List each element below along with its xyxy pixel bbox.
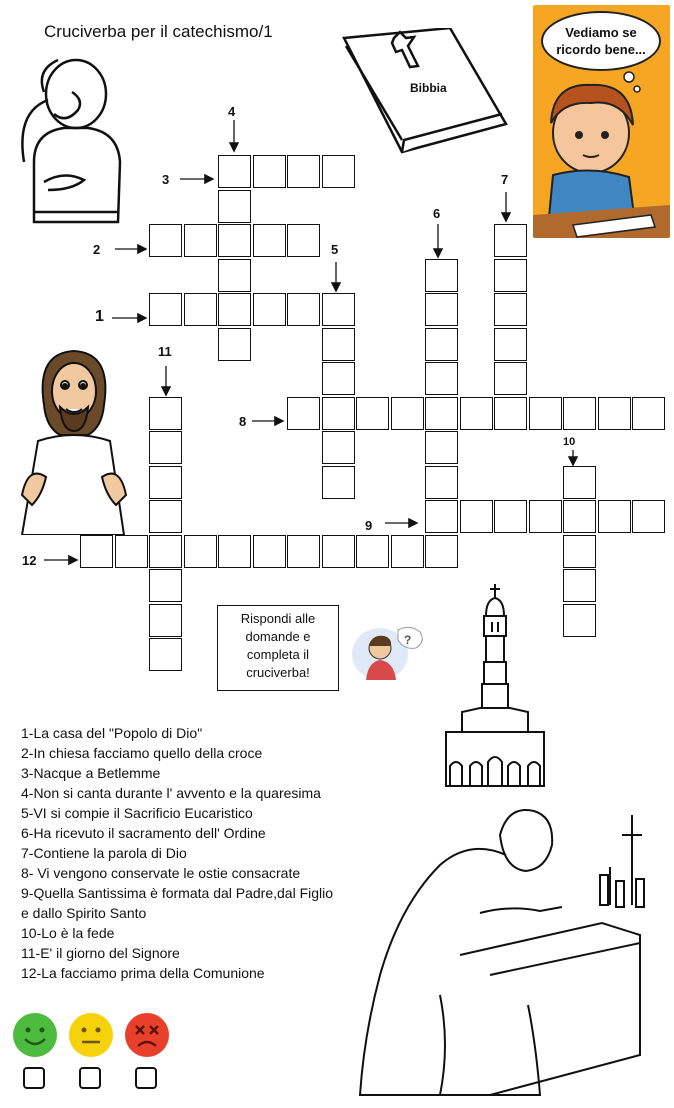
clue-number-3: 3 xyxy=(162,172,170,187)
clue-12: 12-La facciamo prima della Comunione xyxy=(21,965,265,981)
clue-number-4: 4 xyxy=(228,104,236,119)
priest-at-altar-illustration xyxy=(340,795,660,1100)
clue-number-11: 11 xyxy=(158,344,172,359)
clue-10: 10-Lo è la fede xyxy=(21,925,115,941)
clue-number-2: 2 xyxy=(93,242,101,257)
clue-number-9: 9 xyxy=(365,518,373,533)
neutral-face-icon xyxy=(68,1012,114,1058)
church-illustration xyxy=(440,582,550,788)
instruction-box: Rispondi alle domande e completa il cruciverba! xyxy=(217,605,339,691)
clue-8: 8- Vi vengono conservate le ostie consacrate xyxy=(21,865,301,881)
clue-list xyxy=(21,723,341,983)
clue-4: 4-Non si canta durante l' avvento e la quaresima xyxy=(21,785,321,801)
clue-5: 5-VI si compie il Sacrificio Eucaristico xyxy=(21,805,253,821)
happy-checkbox[interactable] xyxy=(23,1067,45,1089)
clue-7: 7-Contiene la parola di Dio xyxy=(21,845,187,861)
neutral-checkbox[interactable] xyxy=(79,1067,101,1089)
question-boy-icon xyxy=(350,622,426,682)
clue-number-10: 10 xyxy=(563,436,576,448)
thought-bubble: Vediamo se ricordo bene... xyxy=(541,11,661,71)
clue-number-12: 12 xyxy=(22,553,37,568)
svg-text:?: ? xyxy=(404,633,412,647)
jesus-illustration xyxy=(14,345,132,535)
page-title: Cruciverba per il catechismo/1 xyxy=(44,22,273,41)
clue-number-8: 8 xyxy=(239,414,247,429)
clue-number-5: 5 xyxy=(331,242,339,257)
bible-label: Bibbia xyxy=(410,81,447,95)
clue-9: 9-Quella Santissima è formata dal Padre,dal Figlio e dallo Spirito Santo xyxy=(21,885,334,921)
clue-3: 3-Nacque a Betlemme xyxy=(21,765,161,781)
clue-11: 11-E' il giorno del Signore xyxy=(21,945,180,961)
clue-number-1: 1 xyxy=(95,308,104,325)
clue-6: 6-Ha ricevuto il sacramento dell' Ordine xyxy=(21,825,266,841)
sad-checkbox[interactable] xyxy=(135,1067,157,1089)
happy-face-icon xyxy=(12,1012,58,1058)
clue-2: 2-In chiesa facciamo quello della croce xyxy=(21,745,263,761)
clue-number-7: 7 xyxy=(501,172,509,187)
sad-face-icon xyxy=(124,1012,170,1058)
clue-1: 1-La casa del "Popolo di Dio" xyxy=(21,725,203,741)
clue-number-6: 6 xyxy=(433,206,441,221)
